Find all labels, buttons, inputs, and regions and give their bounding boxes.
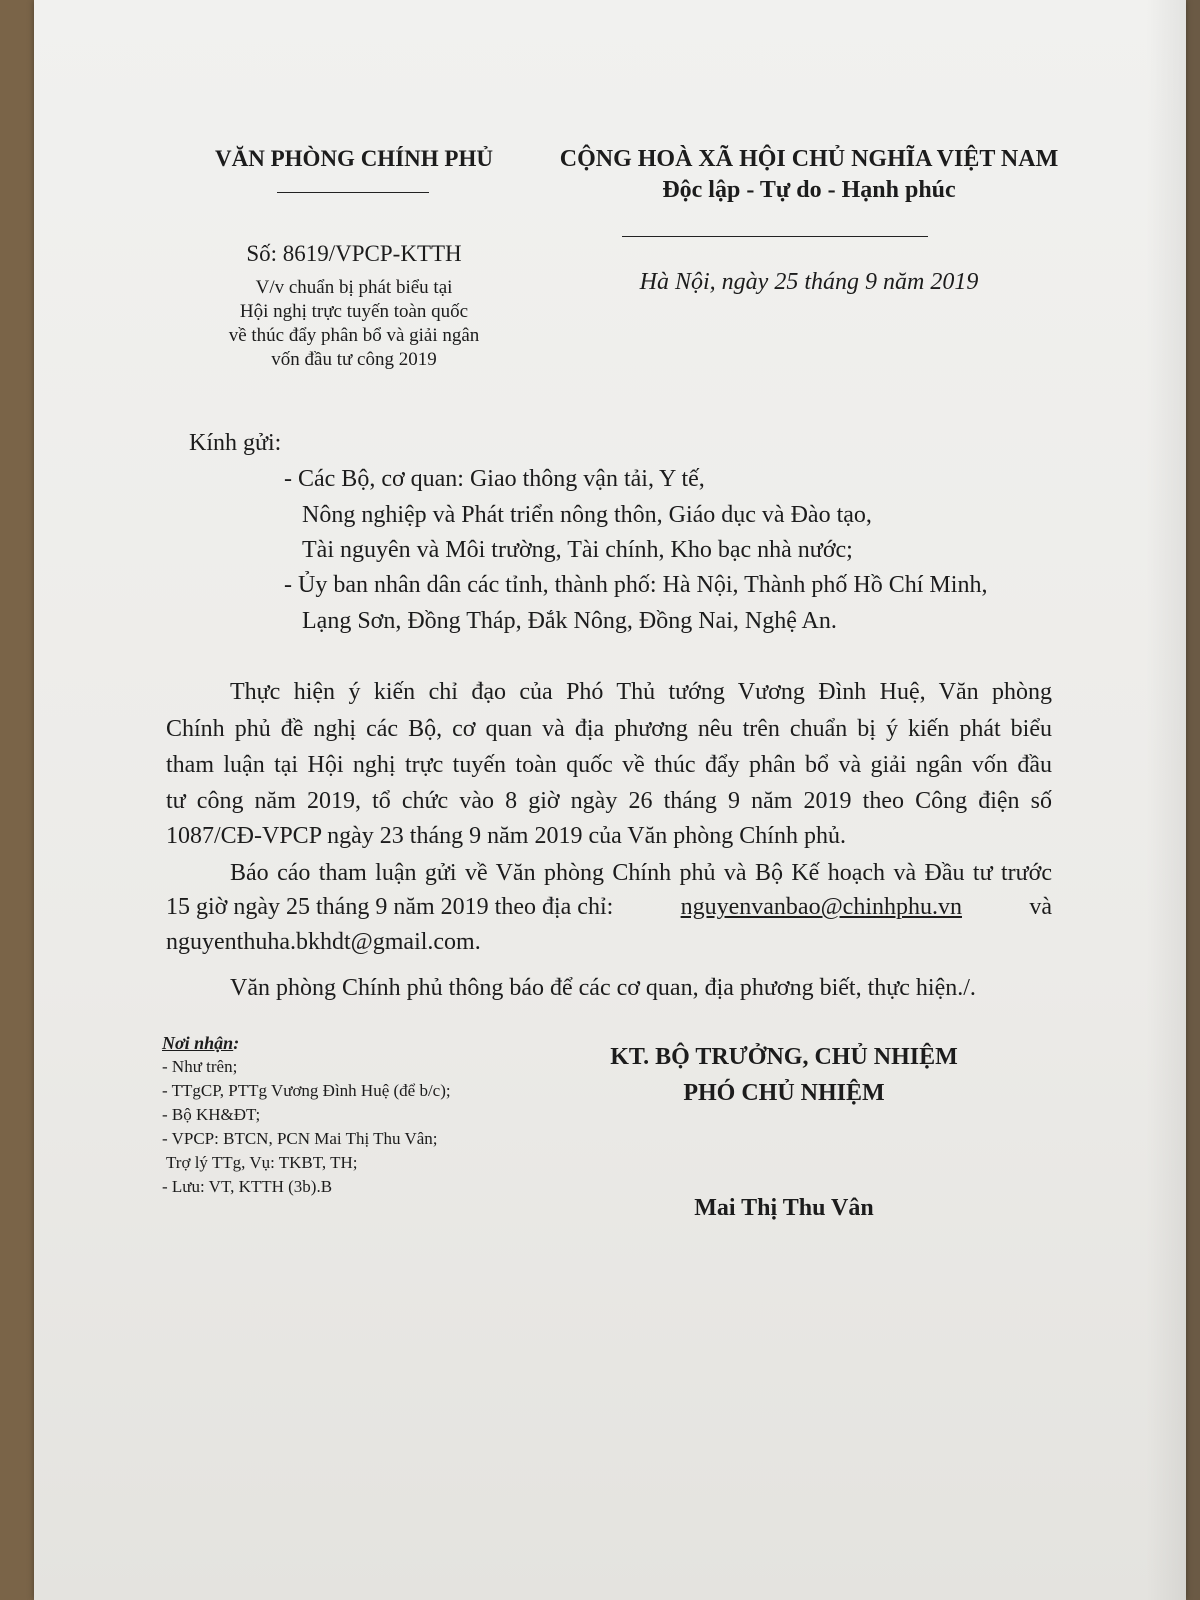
subject-line: V/v chuẩn bị phát biểu tại [255,277,453,298]
document-number: Số: 8619/VPCP-KTTH [246,241,462,266]
body-line: Văn phòng Chính phủ thông báo để các cơ quan, địa phương biết, thực hiện./. [230,975,976,1001]
recipient-line: Nông nghiệp và Phát triển nông thôn, Giáo dục và Đào tạo, [302,502,872,528]
subject-line: Hội nghị trực tuyến toàn quốc [239,301,469,322]
signatory-name: Mai Thị Thu Vân [694,1195,874,1221]
distribution-item: Trợ lý TTg, Vụ: TKBT, TH; [166,1153,358,1172]
body-line: tư công năm 2019, tổ chức vào 8 giờ ngày 26 tháng 9 năm 2019 theo Công điện số [166,788,1052,814]
distribution-item: - Bộ KH&ĐT; [162,1105,261,1124]
email-link[interactable]: nguyenvanbao@chinhphu.vn [680,894,962,920]
subject-line: vốn đầu tư công 2019 [271,349,437,370]
body-line: tham luận tại Hội nghị trực tuyến toàn quốc về thúc đẩy phân bổ và giải ngân vốn đầu [166,752,1052,778]
distribution-item: - Lưu: VT, KTTH (3b).B [162,1177,333,1196]
recipient-line: Lạng Sơn, Đồng Tháp, Đắk Nông, Đồng Nai, Nghệ An. [302,608,837,634]
salutation: Kính gửi: [189,430,282,456]
body-line: 1087/CĐ-VPCP ngày 23 tháng 9 năm 2019 của Văn phòng Chính phủ. [166,823,846,849]
motto-underline [622,236,928,237]
place-date: Hà Nội, ngày 25 tháng 9 năm 2019 [639,269,979,295]
recipient-line: Tài nguyên và Môi trường, Tài chính, Kho bạc nhà nước; [302,537,853,563]
national-motto: Độc lập - Tự do - Hạnh phúc [662,177,956,203]
document-page [34,0,1186,1600]
distribution-colon: : [233,1033,240,1053]
issuing-agency: VĂN PHÒNG CHÍNH PHỦ [215,146,493,171]
signatory-title: PHÓ CHỦ NHIỆM [683,1080,885,1106]
distribution-title: Nơi nhận [162,1033,234,1053]
distribution-item: - Như trên; [162,1057,238,1076]
country-name: CỘNG HOÀ XÃ HỘI CHỦ NGHĨA VIỆT NAM [559,146,1059,172]
recipient-line: - Ủy ban nhân dân các tỉnh, thành phố: Hà Nội, Thành phố Hồ Chí Minh, [284,572,988,598]
page-shadow [1146,0,1186,1600]
distribution-item: - VPCP: BTCN, PCN Mai Thị Thu Vân; [162,1129,438,1148]
body-text: 15 giờ ngày 25 tháng 9 năm 2019 theo địa chỉ: [166,894,614,920]
distribution-list [162,1031,451,1199]
body-line: Chính phủ đề nghị các Bộ, cơ quan và địa phương nêu trên chuẩn bị ý kiến phát biểu [166,716,1052,742]
email-text: nguyenthuha.bkhdt@gmail.com. [166,929,481,955]
subject-line: về thúc đẩy phân bổ và giải ngân [228,325,480,346]
body-line: Báo cáo tham luận gửi về Văn phòng Chính phủ và Bộ Kế hoạch và Đầu tư trước [230,860,1052,886]
recipient-line: - Các Bộ, cơ quan: Giao thông vận tải, Y tế, [284,466,705,492]
body-text: và [1029,894,1052,920]
body-line [166,894,1052,921]
signatory-authority: KT. BỘ TRƯỞNG, CHỦ NHIỆM [610,1044,958,1070]
distribution-item: - TTgCP, PTTg Vương Đình Huệ (để b/c); [162,1081,451,1100]
body-line: Thực hiện ý kiến chỉ đạo của Phó Thủ tướng Vương Đình Huệ, Văn phòng [230,679,1052,705]
subject-block [174,276,534,372]
agency-underline [277,192,429,193]
